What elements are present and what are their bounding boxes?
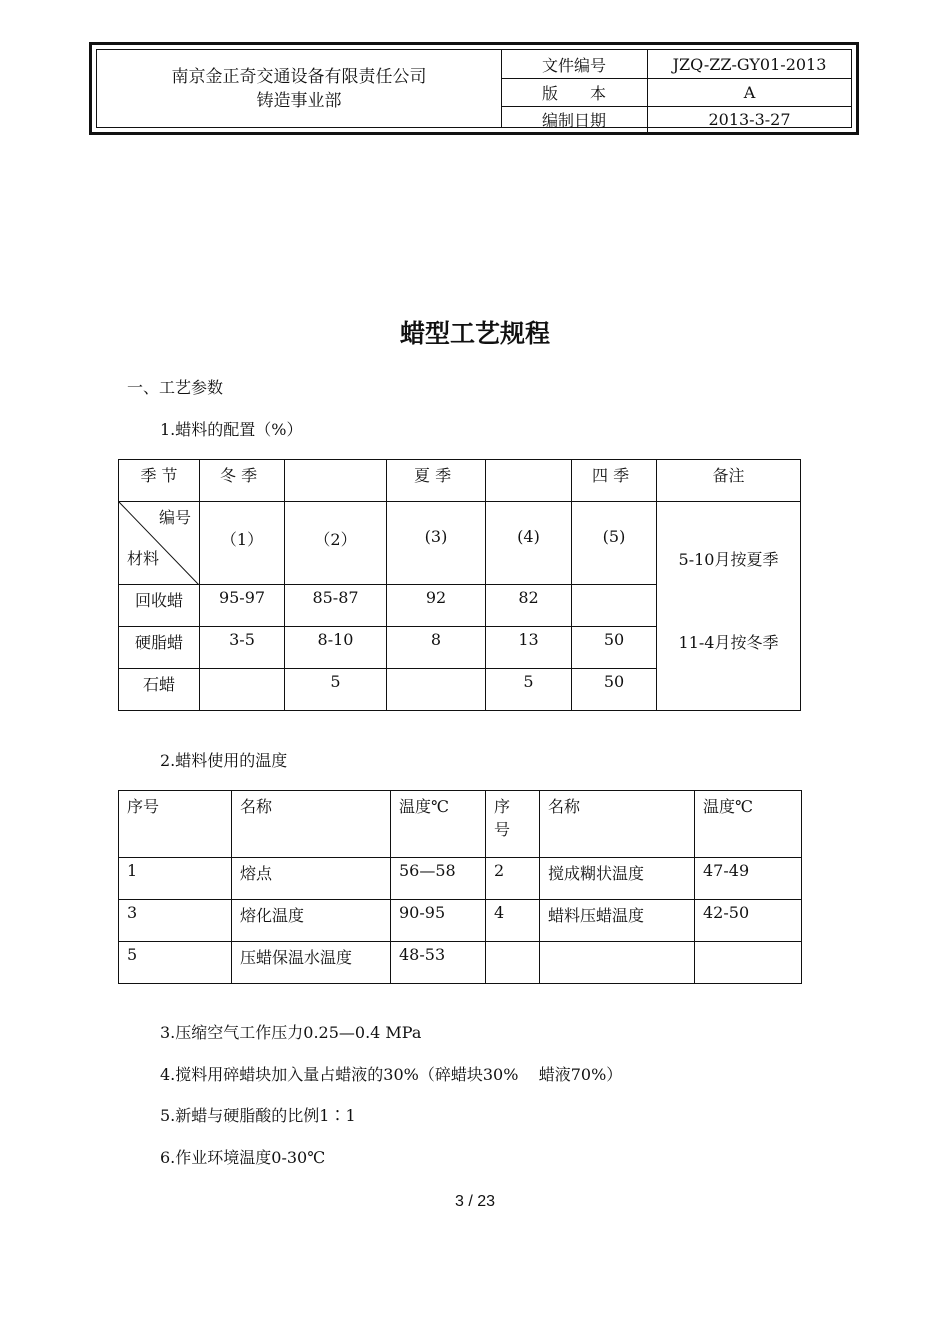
- item-3: 3.压缩空气工作压力0.25—0.4 MPa: [160, 1023, 422, 1042]
- value-cell: 50: [572, 669, 657, 711]
- wax-formulation-table: [118, 459, 801, 711]
- value-cell: 8-10: [285, 627, 387, 669]
- col-header: 冬 季: [200, 460, 285, 502]
- number-cell: (4): [486, 502, 572, 585]
- table-cell: 47-49: [695, 858, 802, 900]
- header-cell: 序 号: [486, 791, 540, 858]
- col-header: [285, 460, 387, 502]
- table-row: [119, 900, 802, 942]
- table-cell: 蜡料压蜡温度: [540, 900, 695, 942]
- table-cell: [695, 942, 802, 984]
- header-row-version: [501, 78, 851, 107]
- value-cell: 82: [486, 585, 572, 627]
- table-row: [119, 460, 801, 502]
- table-cell: 熔化温度: [232, 900, 391, 942]
- version-value: A: [743, 82, 756, 102]
- diag-top-label: 编号: [158, 508, 191, 527]
- item-4: 4.搅料用碎蜡块加入量占蜡液的30%（碎蜡块30% 蜡液70%）: [160, 1065, 623, 1084]
- section-heading: 一、工艺参数: [127, 378, 224, 397]
- item-5: 5.新蜡与硬脂酸的比例1∶1: [160, 1106, 356, 1125]
- col-header: [486, 460, 572, 502]
- value-cell: 95-97: [200, 585, 285, 627]
- value-cell: [572, 585, 657, 627]
- value-cell: 5: [486, 669, 572, 711]
- header-cell: 序号: [119, 791, 232, 858]
- material-cell: 回收蜡: [119, 585, 200, 627]
- item-2-heading: 2.蜡料使用的温度: [160, 751, 288, 770]
- table-cell: [486, 942, 540, 984]
- value-cell: 5: [285, 669, 387, 711]
- remark-summer: 5-10月按夏季: [678, 550, 779, 569]
- table-row: [119, 502, 801, 585]
- page-number: 3 / 23: [454, 1193, 496, 1210]
- header-cell: 温度℃: [391, 791, 486, 858]
- value-cell: 50: [572, 627, 657, 669]
- diag-bottom-label: 材料: [127, 549, 160, 568]
- table-cell: 5: [119, 942, 232, 984]
- number-cell: （1）: [200, 502, 285, 585]
- header-cell: 温度℃: [695, 791, 802, 858]
- header-cell: 名称: [540, 791, 695, 858]
- header-inner-frame: [96, 49, 852, 128]
- table-cell: 1: [119, 858, 232, 900]
- number-cell: （2）: [285, 502, 387, 585]
- col-header: 四 季: [572, 460, 657, 502]
- document-header: [89, 42, 859, 135]
- company-name: 南京金正奇交通设备有限责任公司: [171, 66, 427, 87]
- date-label: 编制日期: [501, 106, 648, 133]
- table-cell: 90-95: [391, 900, 486, 942]
- table-cell: 熔点: [232, 858, 391, 900]
- company-name-cell: [97, 50, 502, 127]
- date-value: 2013-3-27: [708, 110, 791, 129]
- value-cell: 85-87: [285, 585, 387, 627]
- table-row: [119, 858, 802, 900]
- material-cell: 石蜡: [119, 669, 200, 711]
- table-cell: 42-50: [695, 900, 802, 942]
- table-row: [119, 942, 802, 984]
- value-cell: 92: [387, 585, 486, 627]
- remark-cell: [657, 502, 801, 711]
- remark-winter: 11-4月按冬季: [678, 633, 779, 652]
- file-no-label: 文件编号: [501, 50, 648, 78]
- value-cell: [387, 669, 486, 711]
- remark-label-cell: 备注: [657, 460, 801, 502]
- table-cell: 搅成糊状温度: [540, 858, 695, 900]
- header-row-date: [501, 106, 851, 133]
- table-row: [119, 791, 802, 858]
- value-cell: 8: [387, 627, 486, 669]
- table-cell: 56—58: [391, 858, 486, 900]
- item-6: 6.作业环境温度0-30℃: [160, 1148, 326, 1167]
- value-cell: [200, 669, 285, 711]
- value-cell: 13: [486, 627, 572, 669]
- season-label-cell: 季 节: [119, 460, 200, 502]
- diagonal-header-cell: [119, 502, 200, 585]
- col-header: 夏 季: [387, 460, 486, 502]
- wax-temperature-table: [118, 790, 802, 984]
- number-cell: (5): [572, 502, 657, 585]
- item-1-heading: 1.蜡料的配置（%）: [160, 420, 303, 439]
- table-cell: 4: [486, 900, 540, 942]
- version-label: 版 本: [501, 78, 648, 106]
- table-cell: [540, 942, 695, 984]
- table-cell: 2: [486, 858, 540, 900]
- file-no-value: JZQ-ZZ-GY01-2013: [672, 54, 827, 74]
- number-cell: (3): [387, 502, 486, 585]
- department-name: 铸造事业部: [256, 90, 342, 111]
- table-cell: 3: [119, 900, 232, 942]
- document-title: 蜡型工艺规程: [399, 319, 550, 348]
- material-cell: 硬脂蜡: [119, 627, 200, 669]
- value-cell: 3-5: [200, 627, 285, 669]
- header-row-file-no: [501, 50, 851, 79]
- table-cell: 压蜡保温水温度: [232, 942, 391, 984]
- table-cell: 48-53: [391, 942, 486, 984]
- header-cell: 名称: [232, 791, 391, 858]
